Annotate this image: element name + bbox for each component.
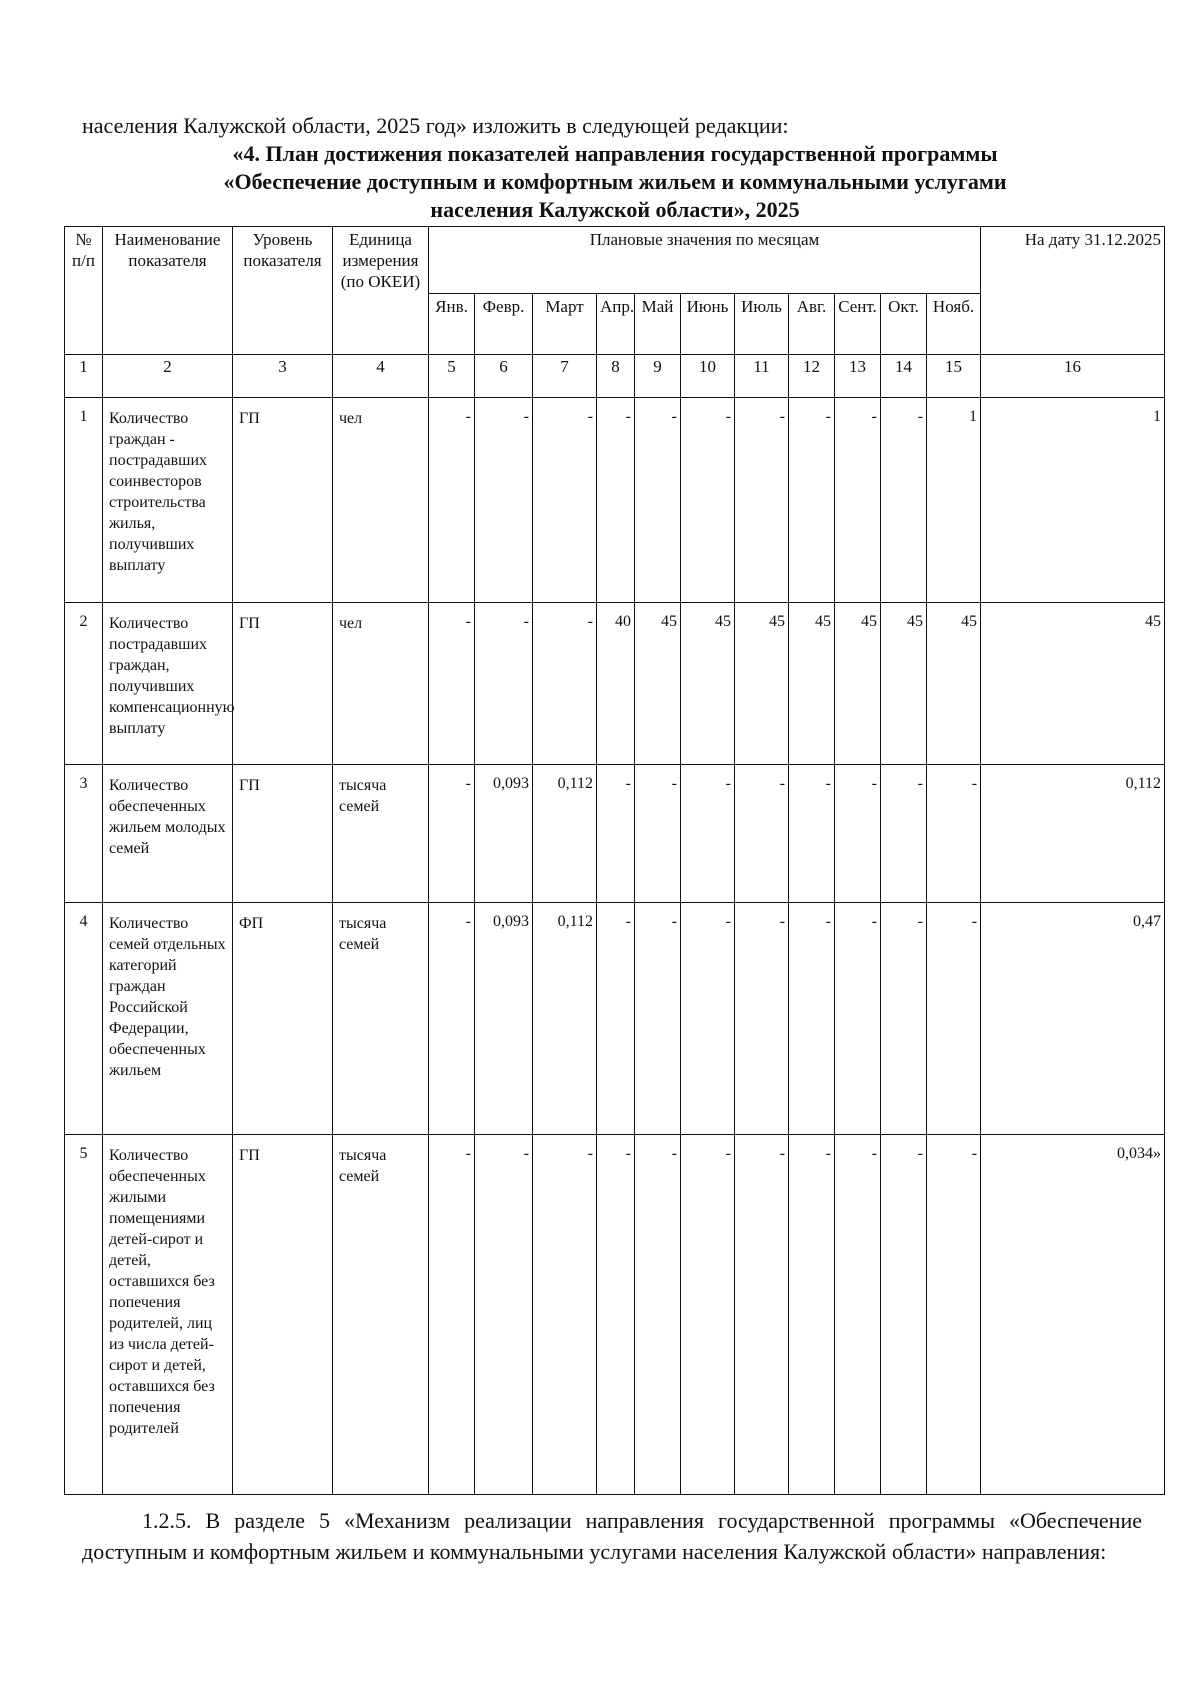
indicators-plan-table <box>64 226 1165 1495</box>
month-value: - <box>533 1135 597 1495</box>
month-value: - <box>789 765 835 903</box>
month-value: - <box>635 903 681 1135</box>
column-number: 16 <box>981 355 1165 398</box>
month-value: - <box>835 398 881 603</box>
indicator-name: Количество обеспеченных жильем молодых семей <box>103 765 233 903</box>
month-value: - <box>735 903 789 1135</box>
date-value: 1 <box>981 398 1165 603</box>
month-value: - <box>635 398 681 603</box>
month-value: - <box>635 1135 681 1495</box>
month-value: - <box>735 765 789 903</box>
column-number: 10 <box>681 355 735 398</box>
column-number: 5 <box>429 355 475 398</box>
month-value: 45 <box>835 603 881 765</box>
row-num: 3 <box>65 765 103 903</box>
month-value: - <box>881 1135 927 1495</box>
column-number: 8 <box>597 355 635 398</box>
table-row <box>65 603 1165 765</box>
indicator-level: ГП <box>233 398 333 603</box>
header-month: Сент. <box>835 294 881 355</box>
indicator-name: Количество граждан - пострадавших соинвесторов строительства жилья, получивших выплату <box>103 398 233 603</box>
header-month: Июль <box>735 294 789 355</box>
month-value: 1 <box>927 398 981 603</box>
header-month: Янв. <box>429 294 475 355</box>
column-number: 14 <box>881 355 927 398</box>
month-value: - <box>835 903 881 1135</box>
indicator-unit: тысяча семей <box>333 1135 429 1495</box>
month-value: 40 <box>597 603 635 765</box>
column-number: 9 <box>635 355 681 398</box>
month-value: - <box>475 603 533 765</box>
header-month: Май <box>635 294 681 355</box>
column-number: 13 <box>835 355 881 398</box>
month-value: 45 <box>681 603 735 765</box>
column-number: 1 <box>65 355 103 398</box>
month-value: - <box>429 765 475 903</box>
month-value: - <box>881 398 927 603</box>
date-value: 0,112 <box>981 765 1165 903</box>
month-value: - <box>927 903 981 1135</box>
month-value: - <box>681 903 735 1135</box>
column-number: 15 <box>927 355 981 398</box>
month-value: - <box>735 398 789 603</box>
month-value: - <box>533 603 597 765</box>
header-month: Окт. <box>881 294 927 355</box>
month-value: - <box>597 765 635 903</box>
header-unit: Единица измерения (по ОКЕИ) <box>333 227 429 355</box>
month-value: - <box>475 1135 533 1495</box>
column-number-row <box>65 355 1165 398</box>
month-value: - <box>681 765 735 903</box>
indicator-level: ГП <box>233 603 333 765</box>
header-month: Март <box>533 294 597 355</box>
row-num: 2 <box>65 603 103 765</box>
section-paragraph: 1.2.5. В разделе 5 «Механизм реализации направления государственной программы «Обеспечение доступным и комфортным жильем и коммунальными услугами населения Калужской области» направления: <box>82 1508 1142 1564</box>
header-month: Апр. <box>597 294 635 355</box>
month-value: 45 <box>735 603 789 765</box>
header-month: Февр. <box>475 294 533 355</box>
table-row <box>65 1135 1165 1495</box>
header-month: Июнь <box>681 294 735 355</box>
indicator-name: Количество пострадавших граждан, получивших компенсационную выплату <box>103 603 233 765</box>
month-value: - <box>635 765 681 903</box>
indicator-unit: чел <box>333 603 429 765</box>
header-num: № п/п <box>65 227 103 355</box>
column-number: 4 <box>333 355 429 398</box>
title-line: «4. План достижения показателей направления государственной программы <box>232 141 998 166</box>
month-value: - <box>597 903 635 1135</box>
header-month: Нояб. <box>927 294 981 355</box>
column-number: 7 <box>533 355 597 398</box>
month-value: - <box>789 398 835 603</box>
header-name: Наименование показателя <box>103 227 233 355</box>
month-value: - <box>597 1135 635 1495</box>
row-num: 5 <box>65 1135 103 1495</box>
month-value: - <box>681 1135 735 1495</box>
month-value: 45 <box>635 603 681 765</box>
indicator-unit: чел <box>333 398 429 603</box>
column-number: 6 <box>475 355 533 398</box>
month-value: - <box>789 903 835 1135</box>
month-value: - <box>429 1135 475 1495</box>
month-value: - <box>429 603 475 765</box>
month-value: - <box>681 398 735 603</box>
month-value: 0,093 <box>475 765 533 903</box>
month-value: - <box>597 398 635 603</box>
month-value: - <box>533 398 597 603</box>
month-value: - <box>927 1135 981 1495</box>
month-value: - <box>735 1135 789 1495</box>
month-value: - <box>835 1135 881 1495</box>
indicator-level: ГП <box>233 1135 333 1495</box>
date-value: 0,034» <box>981 1135 1165 1495</box>
column-number: 2 <box>103 355 233 398</box>
header-level: Уровень показателя <box>233 227 333 355</box>
date-value: 45 <box>981 603 1165 765</box>
month-value: 0,112 <box>533 903 597 1135</box>
month-value: 45 <box>881 603 927 765</box>
column-number: 3 <box>233 355 333 398</box>
month-value: 45 <box>789 603 835 765</box>
table-row <box>65 903 1165 1135</box>
row-num: 1 <box>65 398 103 603</box>
header-plan: Плановые значения по месяцам <box>429 227 981 294</box>
month-value: 0,112 <box>533 765 597 903</box>
indicator-level: ГП <box>233 765 333 903</box>
section-title <box>80 140 1150 224</box>
table-row <box>65 765 1165 903</box>
month-value: 0,093 <box>475 903 533 1135</box>
table-row <box>65 398 1165 603</box>
month-value: - <box>429 903 475 1135</box>
indicator-name: Количество обеспеченных жилыми помещениями детей-сирот и детей, оставшихся без попечения родителей, лиц из числа детей-сирот и детей, оставшихся без попечения родителей <box>103 1135 233 1495</box>
header-month: Авг. <box>789 294 835 355</box>
title-line: населения Калужской области», 2025 <box>430 197 800 222</box>
indicator-level: ФП <box>233 903 333 1135</box>
intro-text: населения Калужской области, 2025 год» изложить в следующей редакции: <box>82 113 789 138</box>
month-value: 45 <box>927 603 981 765</box>
month-value: - <box>927 765 981 903</box>
indicator-name: Количество семей отдельных категорий граждан Российской Федерации, обеспеченных жильем <box>103 903 233 1135</box>
header-date: На дату 31.12.2025 <box>981 227 1165 355</box>
row-num: 4 <box>65 903 103 1135</box>
title-line: «Обеспечение доступным и комфортным жильем и коммунальными услугами <box>223 169 1007 194</box>
month-value: - <box>881 903 927 1135</box>
month-value: - <box>881 765 927 903</box>
month-value: - <box>475 398 533 603</box>
indicator-unit: тысяча семей <box>333 765 429 903</box>
month-value: - <box>789 1135 835 1495</box>
column-number: 12 <box>789 355 835 398</box>
indicator-unit: тысяча семей <box>333 903 429 1135</box>
column-number: 11 <box>735 355 789 398</box>
month-value: - <box>429 398 475 603</box>
month-value: - <box>835 765 881 903</box>
date-value: 0,47 <box>981 903 1165 1135</box>
